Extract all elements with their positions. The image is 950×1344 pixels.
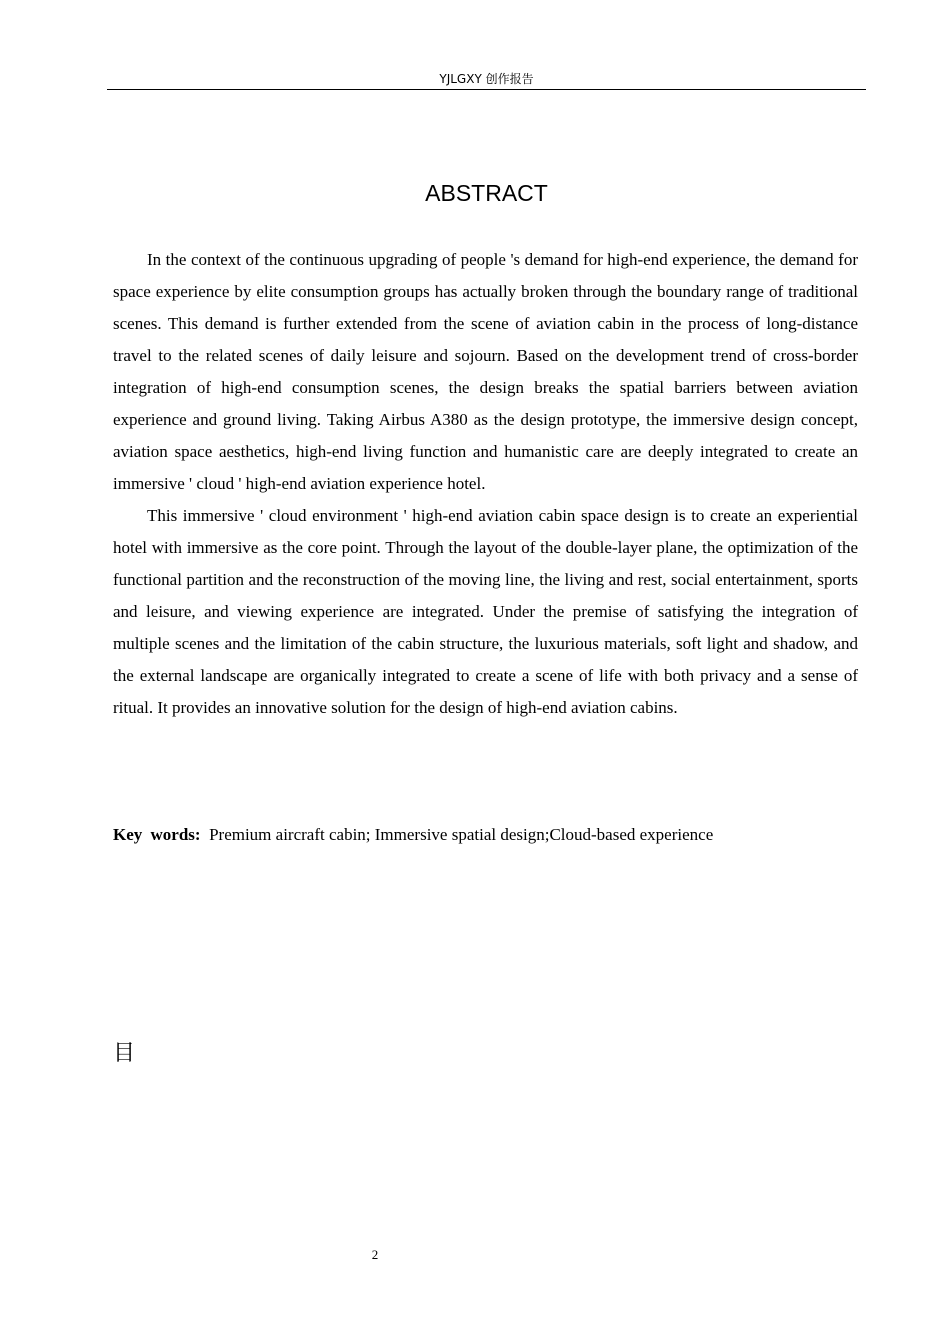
abstract-paragraph-2: This immersive ' cloud environment ' high-end aviation cabin space design is to create an experiential hotel with immersive as the core point. Through the layout of the double-layer plane, the optimization of the functional partition and the reconstruction of the moving line, the living and rest, social entertainment, sports and leisure, and viewing experience are integrated. Under the premise of satisfying the integration of multiple scenes and the limitation of the cabin structure, the luxurious materials, soft light and shadow, and the external landscape are organically integrated to create a scene of life with both privacy and a sense of ritual. It provides an innovative solution for the design of high-end aviation cabins. xyxy=(113,506,858,717)
abstract-paragraph-1: In the context of the continuous upgrading of people 's demand for high-end experience, the demand for space experience by elite consumption groups has actually broken through the boundary range of traditional scenes. This demand is further extended from the scene of aviation cabin in the process of long-distance travel to the related scenes of daily leisure and sojourn. Based on the development trend of cross-border integration of high-end consumption scenes, the design breaks the spatial barriers between aviation experience and ground living. Taking Airbus A380 as the design prototype, the immersive design concept, aviation space aesthetics, high-end living function and humanistic care are deeply integrated to create an immersive ' cloud ' high-end aviation experience hotel. xyxy=(113,250,858,493)
abstract-body xyxy=(113,244,858,724)
keywords-value: Premium aircraft cabin; Immersive spatial design;Cloud-based experience xyxy=(209,825,714,844)
toc-heading: 目 xyxy=(113,1041,136,1066)
header-text: YJLGXY 创作报告 xyxy=(439,72,534,86)
keywords-line xyxy=(113,819,858,851)
abstract-title: ABSTRACT xyxy=(425,180,548,206)
page-number: 2 xyxy=(371,1247,379,1262)
keywords-label: Key words: xyxy=(113,825,201,844)
page-header xyxy=(107,69,866,90)
